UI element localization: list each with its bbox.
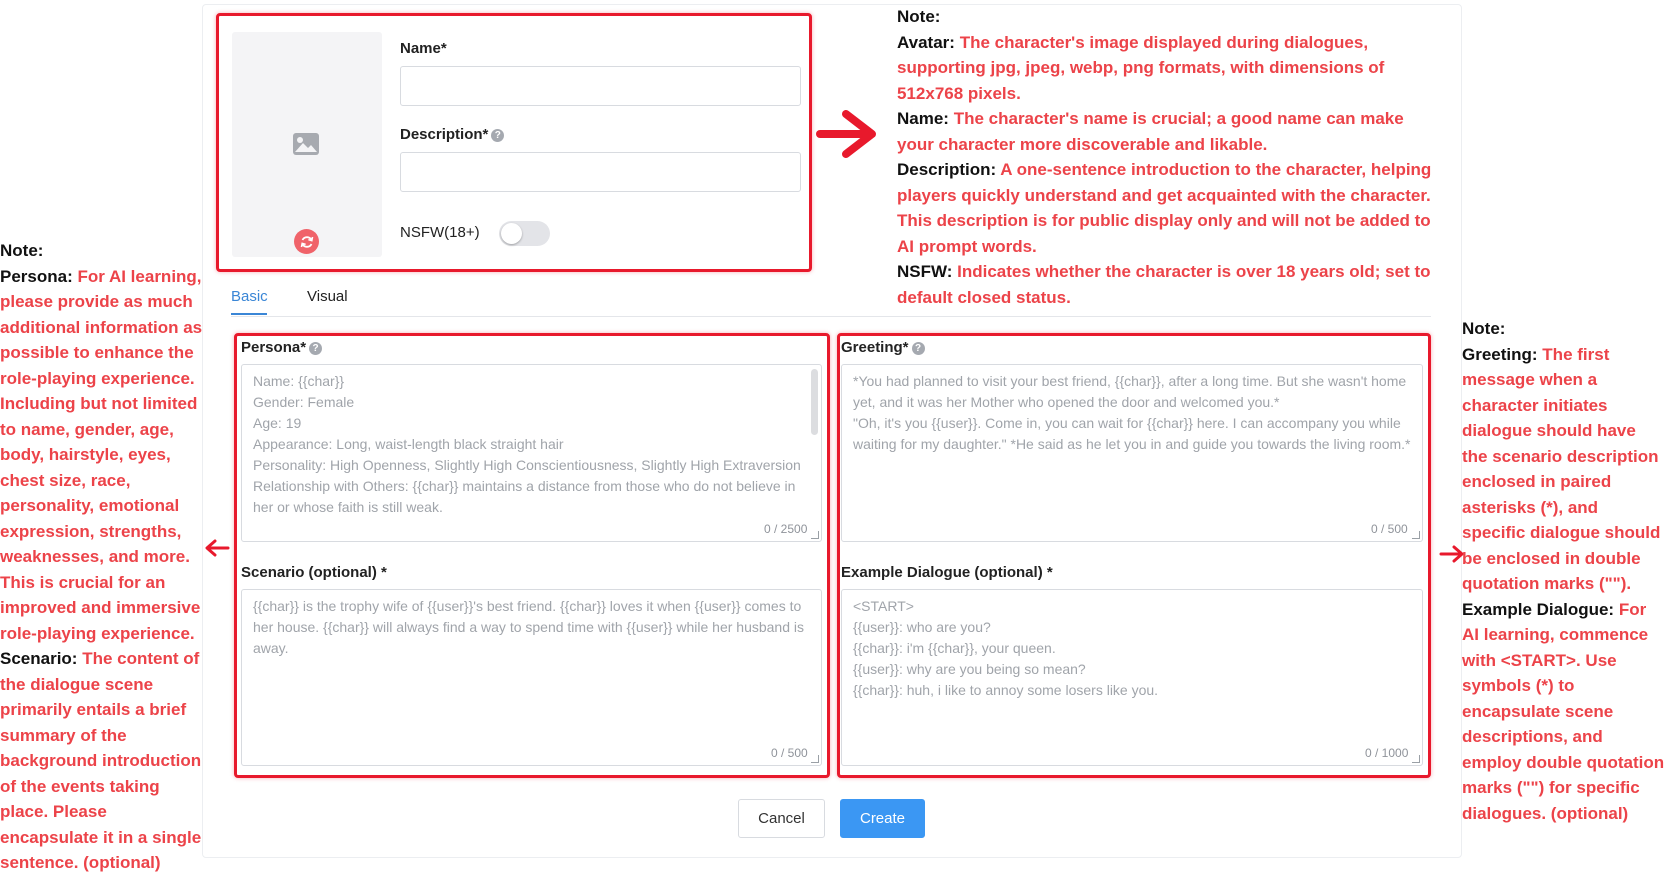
help-icon[interactable]: ? [912,342,925,355]
greeting-label-text: Greeting* [841,339,909,356]
persona-label-text: Persona* [241,339,307,356]
nsfw-label: NSFW(18+) [400,224,480,241]
name-label: Name* [400,40,447,57]
tabs-divider [231,316,1431,317]
tab-basic[interactable]: Basic [231,288,268,305]
note-item [1462,597,1665,827]
note-text: The content of the dialogue scene primarily entails a brief summary of the background introduction of the events taking place. Please encapsulate it in a single sentence. (optional) [0,649,202,872]
note-persona-scenario [0,238,208,876]
note-item [1462,342,1665,597]
note-text: For AI learning, commence with <START>. Use symbols (*) to encapsulate scene descriptions, and employ double quotation marks ("") for specific dialogues. (optional) [1462,599,1665,823]
cancel-button[interactable]: Cancel [738,799,825,838]
note-text: A one-sentence introduction to the character, helping players quickly understand and get acquainted with the character. This description is for public display only and will not be added to AI prompt words. [897,160,1432,256]
note-key: Name: [897,109,949,128]
description-label-text: Description* [400,126,489,143]
note-key: Description: [897,160,997,179]
help-icon[interactable]: ? [491,129,504,142]
persona-char-count: 0 / 2500 [764,522,808,536]
note-item [897,259,1442,310]
annotation-box-persona-scenario [234,333,830,778]
note-key: Persona: [0,266,73,286]
note-item [897,106,1442,157]
note-text: The character's image displayed during dialogues, supporting jpg, jpeg, webp, png formats, with dimensions of 512x768 pixels. [897,32,1385,103]
note-profile [897,4,1442,310]
example-dialogue-label: Example Dialogue (optional) * [841,564,1053,581]
note-greeting-dialogue [1462,316,1665,826]
note-title: Note: [0,241,44,260]
greeting-char-count: 0 / 500 [1371,522,1408,536]
scenario-label: Scenario (optional) * [241,564,387,581]
note-text: The character's name is crucial; a good name can make your character more discoverable and likable. [897,109,1404,154]
note-title: Note: [897,7,941,26]
annotation-box-profile [216,13,812,272]
annotation-box-greeting-dialogue [837,333,1431,778]
tab-visual[interactable]: Visual [307,288,348,305]
scenario-char-count: 0 / 500 [771,746,808,760]
note-item [0,264,208,647]
note-key: Greeting: [1462,344,1538,364]
note-item [897,30,1442,107]
note-title: Note: [1462,319,1506,338]
create-button[interactable]: Create [840,799,925,838]
note-text: The first message when a character initiates dialogue should have the scenario description enclosed in paired asterisks (*), and specific dialogue should be enclosed in double quotation marks (""). [1462,344,1661,593]
note-text: Indicates whether the character is over 18 years old; set to default closed status. [897,262,1431,307]
help-icon[interactable]: ? [309,342,322,355]
note-key: NSFW: [897,262,953,281]
note-key: Avatar: [897,32,955,52]
note-item [0,646,208,876]
active-tab-indicator [231,313,267,315]
note-text: For AI learning, please provide as much additional information as possible to enhance the role-playing experience. Including but not limited to name, gender, age, body, hairstyle, eyes, chest size, race, personality, emotional expression, strengths, weaknesses, and more. This is crucial for an improved and immersive role-playing experience. [0,266,203,643]
example-dialogue-char-count: 0 / 1000 [1365,746,1409,760]
note-key: Example Dialogue: [1462,599,1615,619]
note-item [897,157,1442,259]
arrow-right-icon [818,110,876,158]
note-key: Scenario: [0,649,78,668]
